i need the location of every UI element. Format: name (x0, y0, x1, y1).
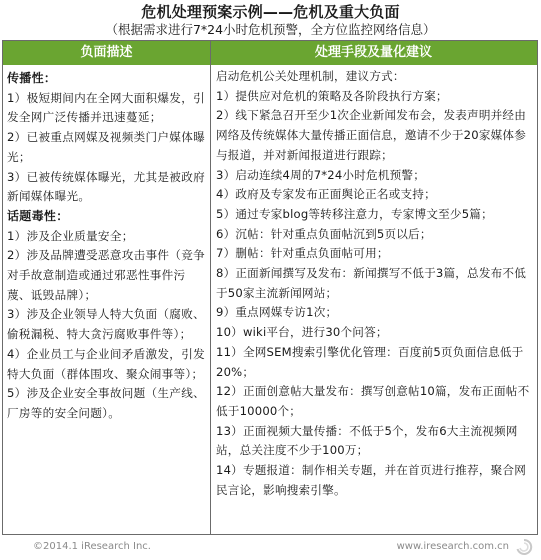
list-item: 3）启动连续4周的7*24小时危机预警； (216, 167, 425, 182)
page-title: 危机处理预案示例——危机及重大负面 (141, 3, 400, 21)
table-header (3, 41, 537, 65)
footer (0, 536, 541, 560)
list-item: 2）已被重点网媒及视频类门户媒体曝光； (7, 130, 205, 164)
crisis-plan-table (2, 40, 538, 535)
list-item: 5）通过专家blog等转移注意力，专家博文至少5篇； (216, 206, 493, 221)
list-item: 1）涉及企业质量安全； (7, 228, 134, 243)
iresearch-logo-icon (515, 538, 533, 556)
list-item: 1）提供应对危机的策略及各阶段执行方案； (216, 88, 448, 103)
website-text: www.iresearch.com.cn (396, 541, 509, 552)
header-handling-measures: 处理手段及量化建议 (314, 45, 432, 60)
list-item: 14）专题报道：制作相关专题，并在首页进行推荐，聚合网民言论，影响搜索引擎。 (216, 463, 526, 497)
list-item: 1）极短期间内在全网大面积爆发，引发全网广泛传播并迅速蔓延； (7, 90, 205, 125)
list-item: 10）wiki平台，进行30个问答； (216, 325, 388, 340)
list-item: 5）涉及企业安全事故问题（生产线、厂房等的安全问题）。 (7, 386, 205, 420)
copyright-text: ©2014.1 iResearch Inc. (33, 541, 151, 552)
section-spread (7, 69, 206, 207)
section-heading-toxicity: 话题毒性： (7, 208, 69, 223)
list-item: 12）正面创意帖大量发布：撰写创意帖10篇，发布正面帖不低于10000个； (216, 384, 530, 418)
list-item: 7）删帖：针对重点负面帖可用； (216, 246, 389, 261)
list-item: 3）涉及企业领导人特大负面（腐败、偷税漏税、特大贪污腐败事件等）； (7, 307, 205, 342)
list-item: 4）政府及专家发布正面舆论正名或支持； (216, 187, 436, 202)
list-item: 4）企业员工与企业间矛盾激发，引发特大负面（群体围攻、聚众闹事等）； (7, 346, 205, 381)
list-item: 13）正面视频大量传播：不低于5个，发布6大主流视频网站，总关注度不少于100万； (216, 423, 518, 458)
handling-measures-column (216, 67, 534, 500)
list-item: 9）重点网媒专访1次； (216, 305, 338, 320)
list-item: 8）正面新闻撰写及发布：新闻撰写不低于3篇，总发布不低于50家主流新闻网站； (216, 266, 526, 300)
list-item: 6）沉帖：针对重点负面帖沉到5页以后； (216, 226, 432, 241)
list-item: 2）线下紧急召开至少1次企业新闻发布会，发表声明并经由网络及传统媒体大量传播正面信息，邀请不少于20家媒体参与报道，并对新闻报道进行跟踪； (216, 108, 526, 162)
list-item: 11）全网SEM搜索引擎优化管理：百度前5页负面信息低于20%； (216, 344, 524, 379)
section-toxicity (7, 207, 206, 424)
negative-description-column (7, 69, 206, 424)
list-item: 2）涉及品牌遭受恶意攻击事件（竞争对手故意制造或通过邪恶性事件污蔑、诋毁品牌）； (7, 248, 205, 302)
header-negative-description: 负面描述 (80, 45, 133, 60)
list-item: 启动危机公关处理机制，建议方式： (216, 69, 405, 83)
section-heading-spread: 传播性： (7, 71, 57, 85)
column-divider (210, 41, 211, 534)
page-subtitle: （根据需求进行7*24小时危机预警，全方位监控网络信息） (105, 22, 436, 37)
list-item: 3）已被传统媒体曝光，尤其是被政府新闻媒体曝光。 (7, 169, 205, 204)
